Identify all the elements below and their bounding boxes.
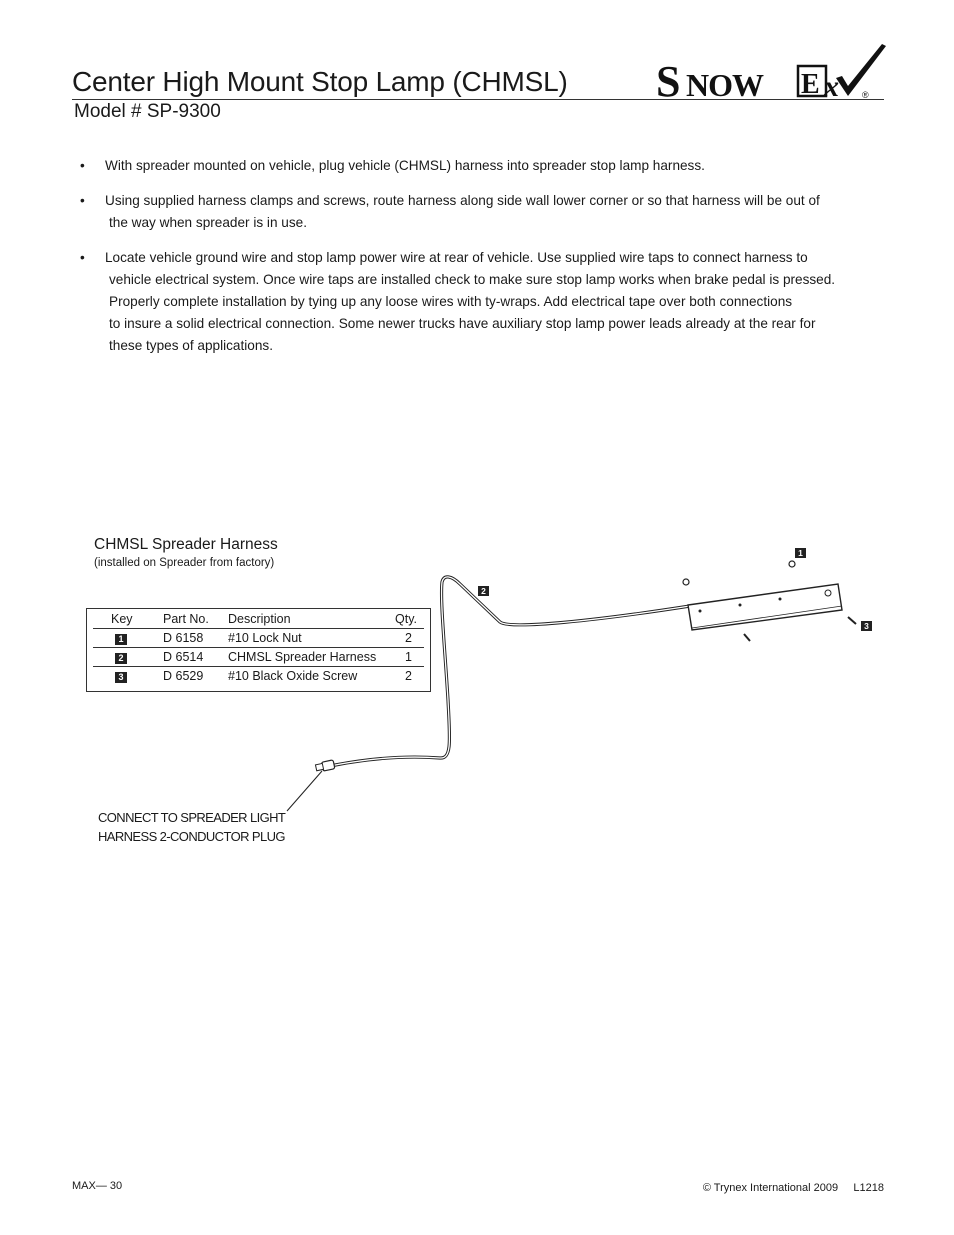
- part-qty: 1: [405, 650, 412, 664]
- harness-cable: [330, 577, 690, 766]
- part-description: #10 Black Oxide Screw: [228, 669, 358, 683]
- part-number: D 6158: [163, 631, 204, 645]
- part-number: D 6529: [163, 669, 204, 683]
- key-badge: 3: [115, 672, 127, 683]
- bullet-marker: •: [80, 158, 85, 173]
- callout-line: HARNESS 2-CONDUCTOR PLUG: [98, 829, 285, 844]
- diagram-title: CHMSL Spreader Harness: [94, 536, 278, 553]
- instruction-line: to insure a solid electrical connection. Some newer trucks have auxiliary stop lamp power leads already at the rear for: [109, 316, 816, 331]
- svg-text:S: S: [656, 57, 680, 102]
- part-description: CHMSL Spreader Harness: [228, 650, 377, 664]
- part-label-2: 2: [478, 586, 489, 596]
- part-label-1: 1: [795, 548, 806, 558]
- svg-text:x: x: [824, 70, 839, 102]
- key-badge: 1: [115, 634, 127, 645]
- part-number: D 6514: [163, 650, 204, 664]
- copyright: © Trynex International 2009 L1218: [702, 1182, 884, 1194]
- lock-nut-icon: [683, 561, 795, 585]
- page-number: MAX— 30: [72, 1180, 123, 1192]
- stop-lamp: [688, 584, 842, 630]
- part-qty: 2: [405, 631, 412, 645]
- part-description: #10 Lock Nut: [228, 631, 302, 645]
- svg-text:E: E: [801, 69, 820, 100]
- bullet-marker: •: [80, 193, 85, 208]
- svg-text:NOW: NOW: [686, 67, 763, 102]
- instruction-line: Properly complete installation by tying up any loose wires with ty-wraps. Add electrical tape over both connections: [109, 294, 793, 309]
- connector-plug: [315, 760, 334, 771]
- header-description: Description: [228, 612, 291, 626]
- connector-callout: [98, 808, 285, 846]
- bullet-marker: •: [80, 250, 85, 265]
- instruction-line: Locate vehicle ground wire and stop lamp power wire at rear of vehicle. Use supplied wire taps to connect harness to: [105, 250, 808, 265]
- part-label-3: 3: [861, 621, 872, 631]
- instruction-line: Using supplied harness clamps and screws, route harness along side wall lower corner or so that harness will be out of: [105, 193, 820, 208]
- header-part: Part No.: [163, 612, 209, 626]
- diagram-subtitle: (installed on Spreader from factory): [94, 557, 275, 569]
- header-key: Key: [111, 612, 133, 626]
- registered-mark: ®: [862, 90, 869, 100]
- instruction-line: the way when spreader is in use.: [109, 215, 307, 230]
- instruction-line: these types of applications.: [109, 338, 273, 353]
- instruction-line: With spreader mounted on vehicle, plug vehicle (CHMSL) harness into spreader stop lamp harness.: [105, 158, 705, 173]
- model-number: Model # SP-9300: [74, 101, 221, 122]
- key-badge: 2: [115, 653, 127, 664]
- part-qty: 2: [405, 669, 412, 683]
- callout-leader: [287, 771, 322, 811]
- callout-line: CONNECT TO SPREADER LIGHT: [98, 810, 286, 825]
- header-qty: Qty.: [395, 612, 417, 626]
- instruction-line: vehicle electrical system. Once wire taps are installed check to make sure stop lamp works when brake pedal is pressed.: [109, 272, 836, 287]
- page-title: Center High Mount Stop Lamp (CHMSL): [72, 66, 568, 97]
